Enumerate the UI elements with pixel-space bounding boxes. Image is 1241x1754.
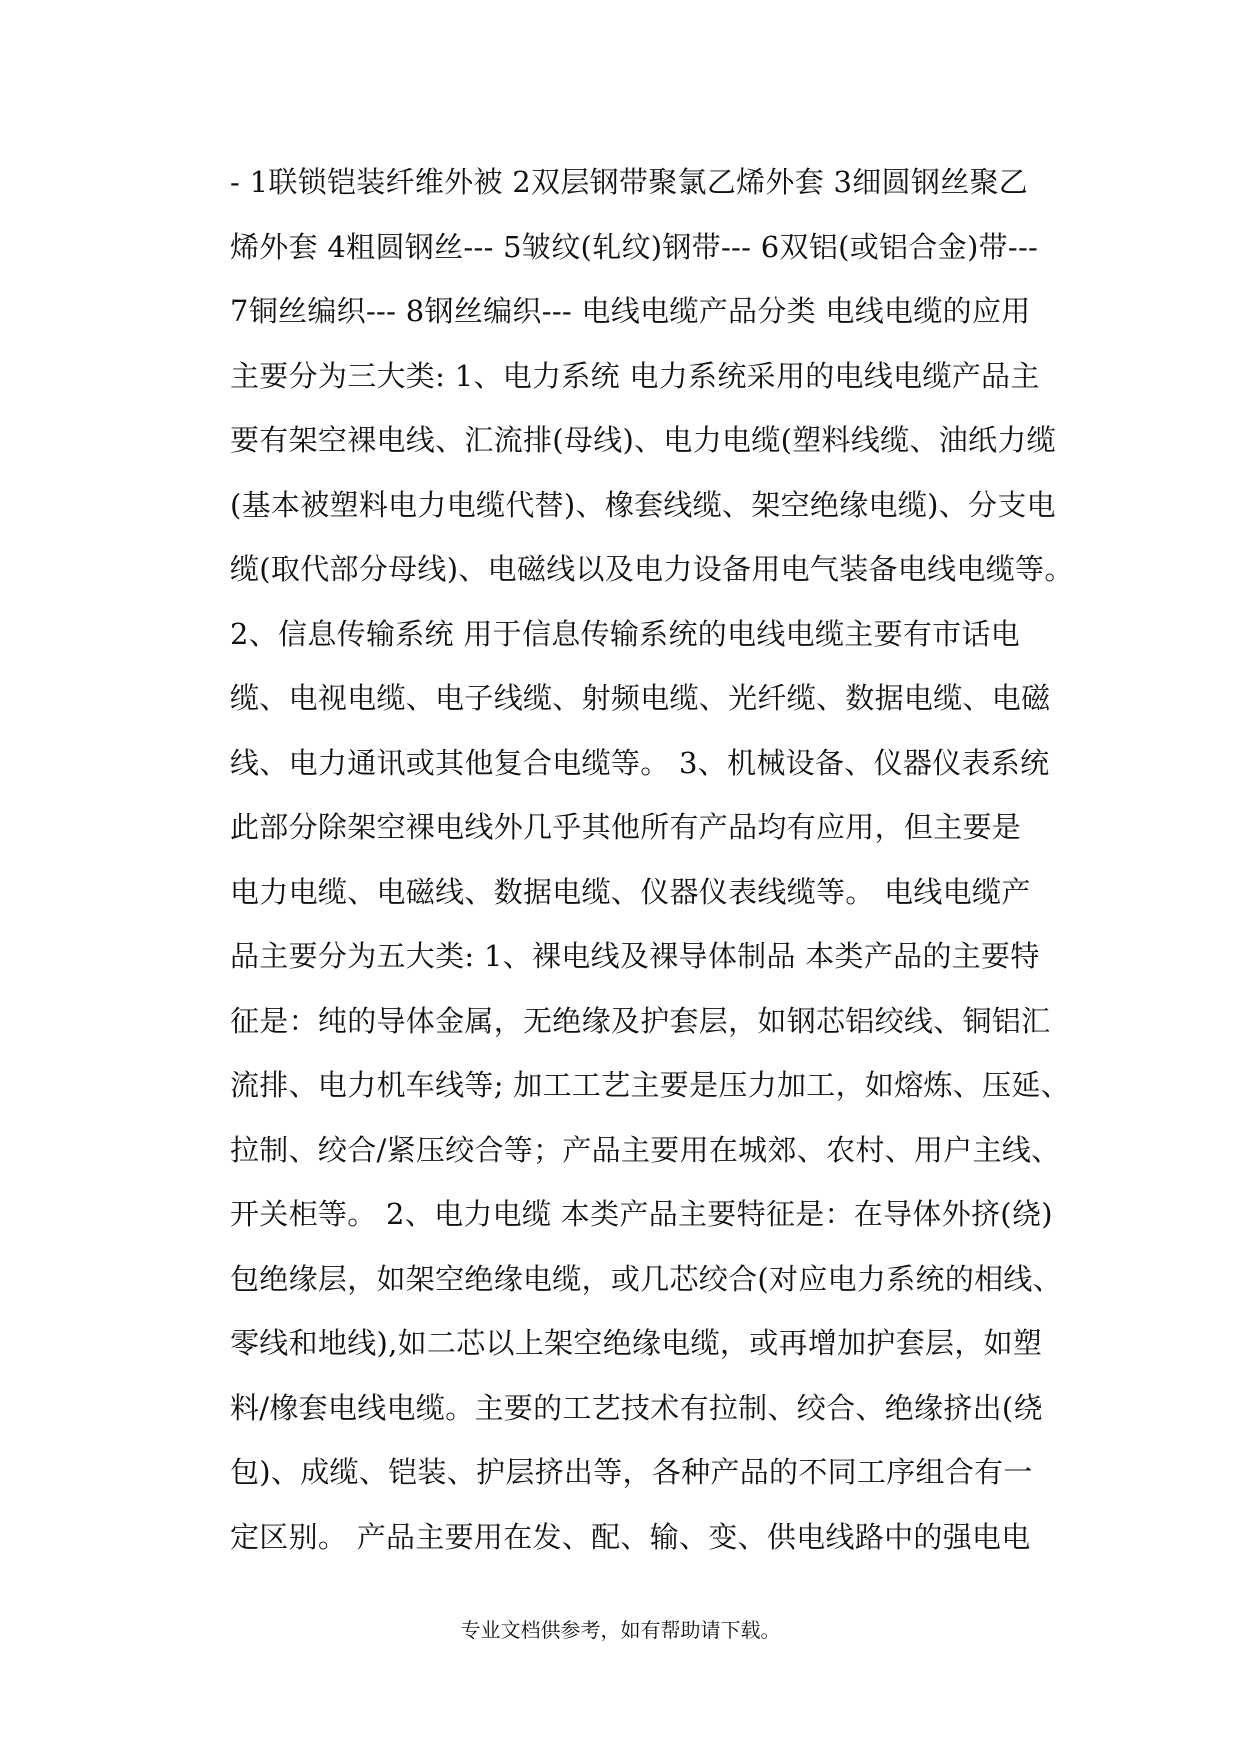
text-line: 零线和地线),如二芯以上架空绝缘电缆，或再增加护套层，如塑 — [230, 1326, 1043, 1360]
text-line: 7铜丝编织--- 8钢丝编织--- 电线电缆产品分类 电线电缆的应用 — [230, 294, 1031, 328]
text-line: 2、信息传输系统 用于信息传输系统的电线电缆主要有市话电 — [230, 616, 1021, 651]
page-footer: 专业文档供参考，如有帮助请下载。 — [460, 1618, 781, 1642]
text-line: 缆、电视电缆、电子线缆、射频电缆、光纤缆、数据电缆、电磁 — [230, 681, 1051, 715]
text-line: 要有架空裸电线、汇流排(母线)、电力电缆(塑料线缆、油纸力缆 — [230, 423, 1056, 457]
text-line: 缆(取代部分母线)、电磁线以及电力设备用电气装备电线电缆等。 — [230, 552, 1074, 586]
text-line: 线、电力通讯或其他复合电缆等。 3、机械设备、仪器仪表系统 — [230, 745, 1050, 780]
text-line: 拉制、绞合/紧压绞合等；产品主要用在城郊、农村、用户主线、 — [230, 1132, 1061, 1167]
text-line: 包)、成缆、铠装、护层挤出等，各种产品的不同工序组合有一 — [230, 1455, 1033, 1489]
text-line: 主要分为三大类: 1、电力系统 电力系统采用的电线电缆产品主 — [230, 358, 1040, 393]
text-line: 包绝缘层，如架空绝缘电缆，或几芯绞合(对应电力系统的相线、 — [230, 1261, 1063, 1296]
body-text — [230, 150, 1074, 1569]
text-line: 定区别。 产品主要用在发、配、输、变、供电线路中的强电电 — [230, 1519, 1031, 1554]
text-line: 开关柜等。 2、电力电缆 本类产品主要特征是：在导体外挤(绕) — [230, 1197, 1053, 1231]
text-line: 烯外套 4粗圆钢丝--- 5皱纹(轧纹)钢带--- 6双铝(或铝合金)带--- — [230, 229, 1039, 264]
text-line: 此部分除架空裸电线外几乎其他所有产品均有应用，但主要是 — [230, 810, 1022, 844]
text-line: 流排、电力机车线等; 加工工艺主要是压力加工，如熔炼、压延、 — [230, 1068, 1070, 1102]
text-line: - 1联锁铠装纤维外被 2双层钢带聚氯乙烯外套 3细圆钢丝聚乙 — [230, 165, 1029, 199]
text-line: 电力电缆、电磁线、数据电缆、仪器仪表线缆等。 电线电缆产 — [230, 874, 1031, 909]
text-line: 品主要分为五大类: 1、裸电线及裸导体制品 本类产品的主要特 — [230, 939, 1040, 973]
text-line: (基本被塑料电力电缆代替)、橡套线缆、架空绝缘电缆)、分支电 — [230, 487, 1056, 522]
text-line: 料/橡套电线电缆。主要的工艺技术有拉制、绞合、绝缘挤出(绕 — [230, 1390, 1043, 1425]
text-line: 征是：纯的导体金属，无绝缘及护套层，如钢芯铝绞线、铜铝汇 — [230, 1003, 1051, 1038]
